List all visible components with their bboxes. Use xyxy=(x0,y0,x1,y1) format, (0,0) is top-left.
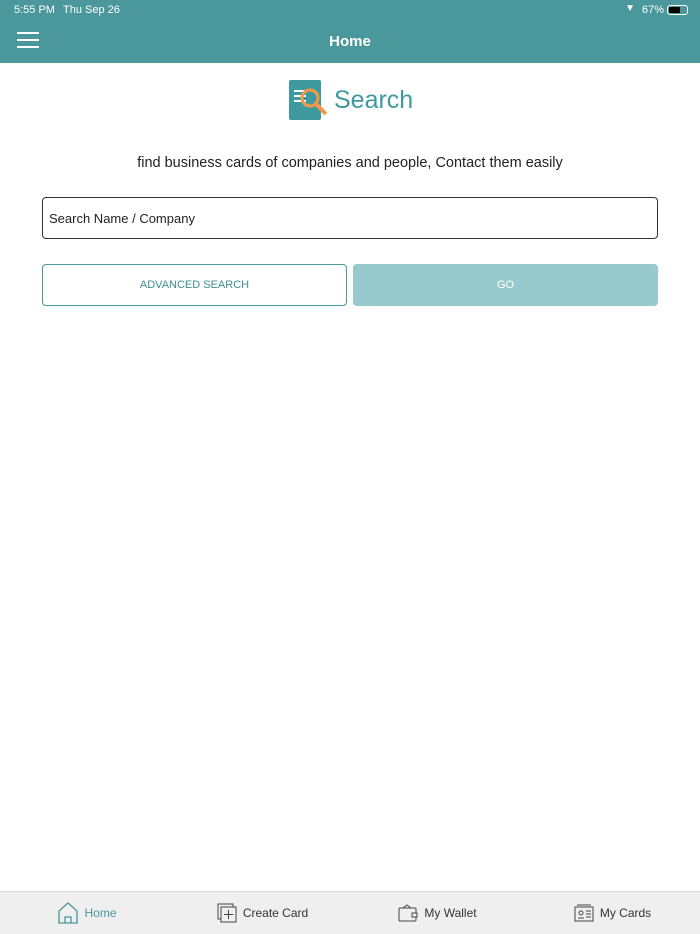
tab-bar xyxy=(0,891,700,934)
page-title: Home xyxy=(329,33,371,50)
logo-text: Search xyxy=(334,85,414,114)
tab-label: My Wallet xyxy=(424,906,477,920)
create-card-icon xyxy=(217,903,237,923)
status-battery: 67% xyxy=(641,4,664,16)
tab-my-cards[interactable] xyxy=(525,892,700,934)
status-date: Thu Sep 26 xyxy=(63,4,120,16)
search-document-icon xyxy=(288,79,330,121)
search-logo xyxy=(288,79,413,121)
tab-label: Create Card xyxy=(242,906,309,920)
tagline: find business cards of companies and people, Contact them easily xyxy=(137,155,563,171)
tab-my-wallet[interactable] xyxy=(350,892,525,934)
search-input[interactable] xyxy=(42,197,658,239)
wifi-icon: ▼ xyxy=(625,3,635,14)
battery-icon xyxy=(667,5,688,15)
tab-home[interactable] xyxy=(0,892,175,934)
tab-create-card[interactable] xyxy=(175,892,350,934)
home-icon xyxy=(58,902,78,924)
cards-icon xyxy=(574,904,594,922)
go-button[interactable]: GO xyxy=(353,264,658,306)
advanced-search-button[interactable]: ADVANCED SEARCH xyxy=(42,264,347,306)
tab-label: Home xyxy=(84,906,117,920)
nav-header xyxy=(0,0,700,63)
wallet-icon xyxy=(398,904,418,922)
status-time: 5:55 PM xyxy=(14,4,55,16)
tab-label: My Cards xyxy=(599,906,652,920)
